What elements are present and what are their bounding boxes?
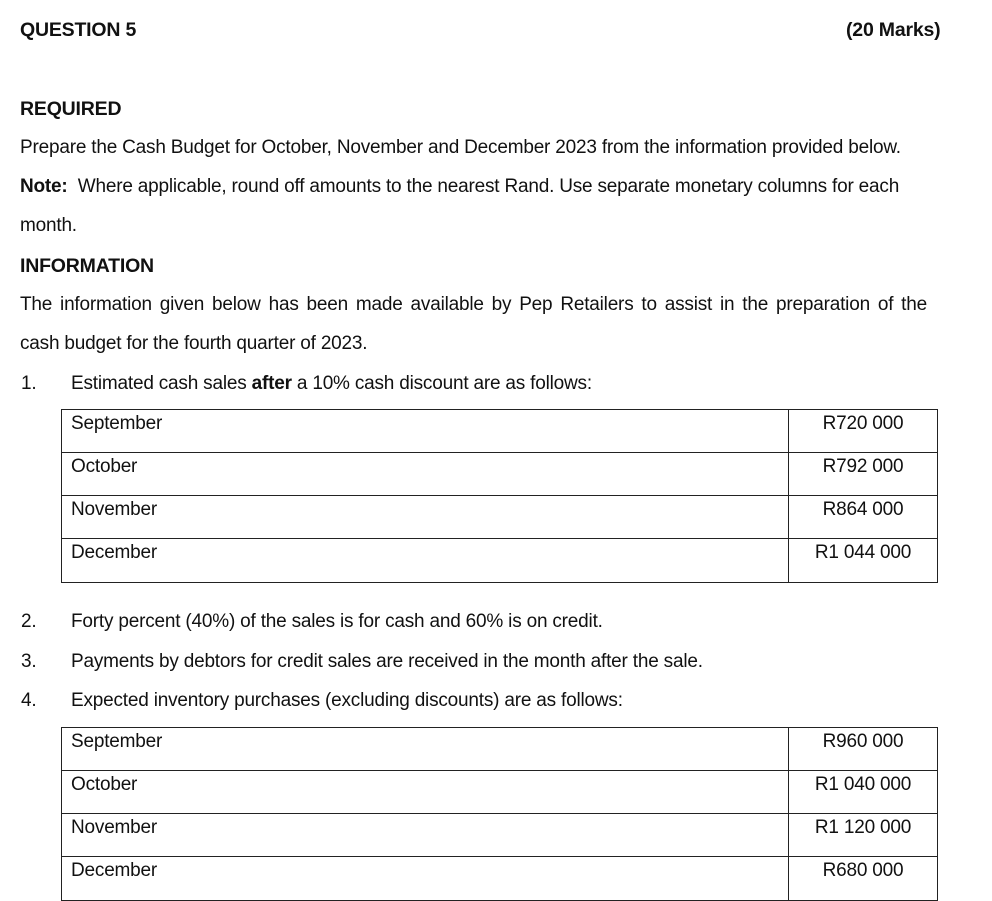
cash-sales-amount: R864 000	[789, 496, 938, 539]
table-row	[62, 814, 938, 857]
item-1-text-before: Estimated cash sales	[71, 373, 252, 394]
cash-sales-month: December	[62, 539, 789, 583]
item-text-4: Expected inventory purchases (excluding discounts) are as follows:	[71, 690, 623, 711]
cash-sales-amount: R792 000	[789, 453, 938, 496]
required-heading: REQUIRED	[20, 98, 122, 120]
question-marks: (20 Marks)	[846, 19, 941, 41]
item-number-1: 1.	[21, 373, 37, 394]
cash-sales-amount: R720 000	[789, 410, 938, 453]
purchases-amount: R680 000	[789, 857, 938, 901]
note-line-1	[20, 176, 899, 198]
table-row	[62, 496, 938, 539]
table-row	[62, 410, 938, 453]
cash-sales-month: October	[62, 453, 789, 496]
table-row	[62, 771, 938, 814]
question-title: QUESTION 5	[20, 19, 137, 41]
item-1-text-after: a 10% cash discount are as follows:	[291, 373, 592, 394]
note-label: Note:	[20, 176, 68, 197]
required-instruction: Prepare the Cash Budget for October, November and December 2023 from the information provided below.	[20, 137, 901, 158]
cash-sales-amount: R1 044 000	[789, 539, 938, 583]
item-text-3: Payments by debtors for credit sales are received in the month after the sale.	[71, 651, 703, 672]
table-row	[62, 453, 938, 496]
cash-sales-month: November	[62, 496, 789, 539]
purchases-month: September	[62, 728, 789, 771]
item-text-2: Forty percent (40%) of the sales is for cash and 60% is on credit.	[71, 611, 603, 632]
purchases-amount: R1 120 000	[789, 814, 938, 857]
cash-sales-month: September	[62, 410, 789, 453]
note-line-2: month.	[20, 215, 77, 236]
information-intro-line-2: cash budget for the fourth quarter of 2023.	[20, 333, 368, 354]
table-row	[62, 728, 938, 771]
information-heading: INFORMATION	[20, 255, 154, 277]
item-number-3: 3.	[21, 651, 37, 672]
item-number-2: 2.	[21, 611, 37, 632]
item-text-1	[71, 373, 592, 395]
purchases-month: December	[62, 857, 789, 901]
purchases-month: October	[62, 771, 789, 814]
note-text: Where applicable, round off amounts to the nearest Rand. Use separate monetary columns for each	[77, 176, 900, 197]
purchases-amount: R960 000	[789, 728, 938, 771]
information-intro-line-1: The information given below has been made available by Pep Retailers to assist in the preparation of the	[20, 294, 927, 315]
inventory-purchases-table	[61, 727, 938, 901]
purchases-month: November	[62, 814, 789, 857]
cash-sales-table	[61, 409, 938, 583]
item-1-text-bold: after	[251, 373, 292, 394]
table-row	[62, 539, 938, 583]
purchases-amount: R1 040 000	[789, 771, 938, 814]
item-number-4: 4.	[21, 690, 37, 711]
